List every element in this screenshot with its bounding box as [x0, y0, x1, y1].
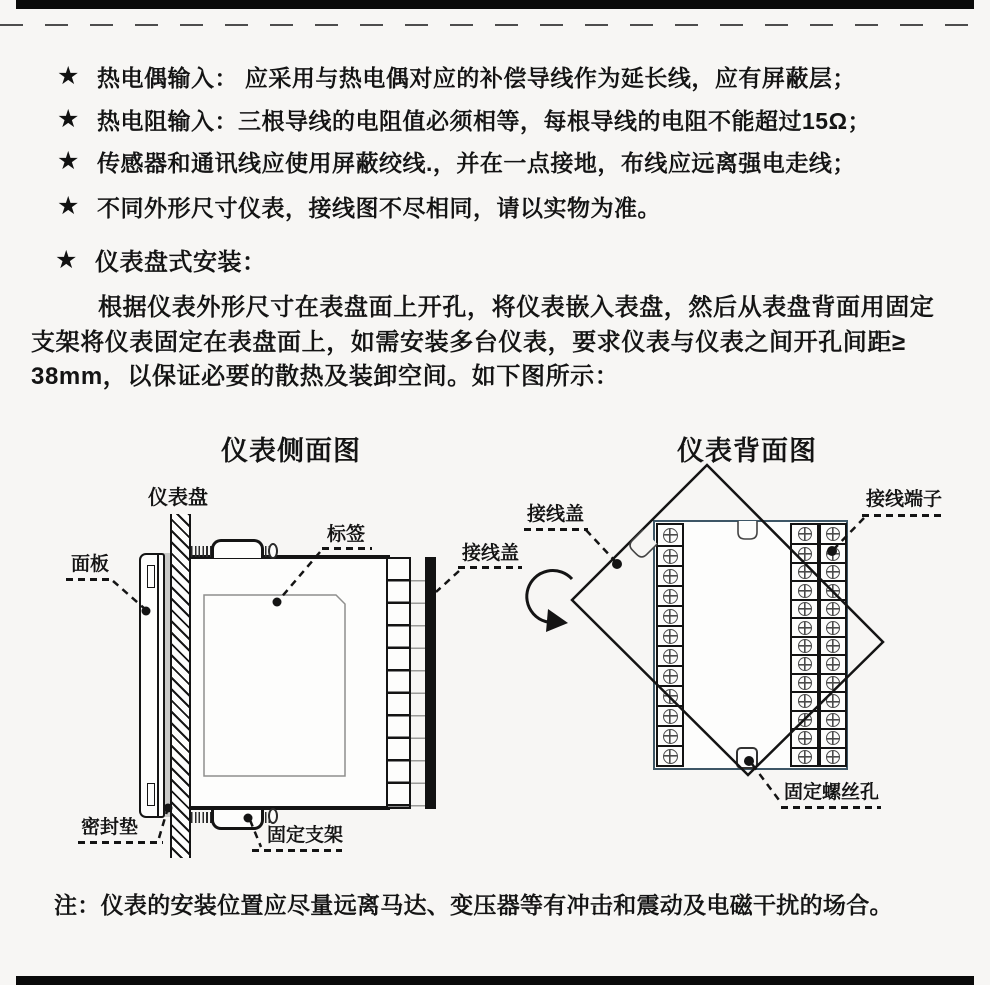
- instrument-body: [191, 555, 390, 810]
- front-panel-line: [157, 555, 159, 816]
- screw-terminal-icon: [798, 584, 812, 598]
- screw-terminal-icon: [826, 657, 840, 671]
- screw-terminal-icon: [826, 750, 840, 764]
- cover-grid-lines: [411, 559, 425, 807]
- screw-terminal-icon: [798, 676, 812, 690]
- mounting-screw-thread: [191, 546, 212, 557]
- screw-terminal-icon: [826, 602, 840, 616]
- paragraph-line: 支架将仪表固定在表盘面上，如需安装多台仪表，要求仪表与仪表之间开孔间距≥: [31, 329, 906, 356]
- screw-terminal-icon: [663, 729, 678, 744]
- screw-head: [268, 808, 278, 824]
- screw-terminal-icon: [798, 547, 812, 561]
- label-wiring-cover-side: 接线盖: [462, 543, 520, 564]
- label-underline: [524, 528, 588, 531]
- terminal-cell: [658, 665, 682, 685]
- screw-terminal-icon: [663, 549, 678, 564]
- terminal-cell: [821, 580, 845, 598]
- terminal-cell: [792, 710, 817, 728]
- section-title: 仪表盘式安装：: [95, 249, 267, 276]
- screw-terminal-icon: [826, 713, 840, 727]
- terminal-cell: [821, 617, 845, 635]
- label-sticker: 标签: [327, 524, 366, 545]
- screw-terminal-icon: [663, 569, 678, 584]
- front-panel-clip: [147, 565, 155, 588]
- label-screw-hole: 固定螺丝孔: [784, 782, 880, 803]
- terminal-cell: [658, 545, 682, 565]
- terminal-cell: [792, 673, 817, 691]
- rotation-arrowhead-icon: [546, 609, 568, 632]
- screw-terminal-icon: [826, 694, 840, 708]
- screw-terminal-icon: [798, 621, 812, 635]
- terminal-cell: [792, 599, 817, 617]
- fixing-bracket-top: [211, 539, 264, 558]
- screw-terminal-icon: [826, 731, 840, 745]
- label-underline: [862, 514, 946, 517]
- label-terminals: 接线端子: [866, 489, 943, 510]
- terminal-cell: [792, 654, 817, 672]
- front-panel-clip: [147, 783, 155, 806]
- terminal-cell: [658, 685, 682, 705]
- screw-terminal-icon: [663, 649, 678, 664]
- terminal-cell: [658, 565, 682, 585]
- screw-terminal-icon: [663, 709, 678, 724]
- screw-terminal-icon: [826, 547, 840, 561]
- terminal-cell: [792, 580, 817, 598]
- screw-terminal-icon: [798, 713, 812, 727]
- side-view-title: 仪表侧面图: [221, 436, 361, 466]
- terminal-cell: [658, 625, 682, 645]
- terminal-cell: [821, 673, 845, 691]
- terminal-cell: [821, 562, 845, 580]
- screw-terminal-icon: [663, 689, 678, 704]
- terminal-cell: [658, 745, 682, 765]
- label-panel-wall: 仪表盘: [148, 487, 208, 509]
- top-dashed-divider: [0, 24, 990, 26]
- top-crop-bar: [16, 0, 974, 9]
- terminal-cell: [821, 543, 845, 561]
- terminal-cell: [821, 599, 845, 617]
- screw-terminal-icon: [826, 565, 840, 579]
- terminal-column-right-inner: [790, 523, 819, 767]
- screw-head: [268, 543, 278, 559]
- mounting-screw-thread: [191, 812, 212, 823]
- terminal-cell: [821, 691, 845, 709]
- bottom-crop-bar: [16, 976, 974, 985]
- screw-terminal-icon: [798, 639, 812, 653]
- terminal-cell: [792, 562, 817, 580]
- fixing-screw-housing: [736, 747, 758, 769]
- terminal-cell: [821, 636, 845, 654]
- terminal-cell: [792, 543, 817, 561]
- screw-terminal-icon: [663, 609, 678, 624]
- terminal-cell: [658, 705, 682, 725]
- screw-terminal-icon: [826, 639, 840, 653]
- section-star: ★: [55, 246, 78, 274]
- paragraph-line: 根据仪表外形尺寸在表盘面上开孔，将仪表嵌入表盘，然后从表盘背面用固定: [98, 294, 935, 321]
- screw-terminal-icon: [663, 629, 678, 644]
- screw-terminal-icon: [826, 621, 840, 635]
- label-underline: [252, 849, 342, 852]
- terminal-cell: [792, 728, 817, 746]
- terminal-cell: [658, 725, 682, 745]
- terminal-cell: [658, 525, 682, 545]
- paragraph-line: 38mm，以保证必要的散热及装卸空间。如下图所示：: [31, 363, 620, 390]
- label-front-panel: 面板: [71, 554, 110, 575]
- screw-terminal-icon: [826, 527, 840, 541]
- leader-dot: [612, 559, 622, 569]
- terminal-cell: [658, 645, 682, 665]
- panel-wall-hatched: [170, 514, 191, 858]
- terminal-cell: [821, 747, 845, 765]
- bullet-star: ★: [57, 62, 80, 90]
- bullet-text-dimensions: 不同外形尺寸仪表，接线图不尽相同，请以实物为准。: [97, 195, 661, 221]
- terminal-cell: [792, 617, 817, 635]
- terminal-cell: [821, 728, 845, 746]
- screw-terminal-icon: [663, 749, 678, 764]
- back-view-title: 仪表背面图: [677, 436, 817, 466]
- rotation-arrow-arc: [527, 571, 572, 623]
- terminal-cell: [821, 525, 845, 543]
- screw-terminal-icon: [663, 589, 678, 604]
- bullet-text-sensor-wiring: 传感器和通讯线应使用屏蔽绞线.，并在一点接地，布线应远离强电走线；: [97, 150, 856, 176]
- front-panel: [139, 553, 165, 818]
- terminal-cell: [792, 691, 817, 709]
- label-wiring-cover-back: 接线盖: [527, 504, 585, 525]
- fixing-bracket-bottom: [211, 810, 264, 830]
- terminal-cell: [658, 585, 682, 605]
- bullet-star: ★: [57, 105, 80, 133]
- terminal-ladder: [386, 557, 411, 809]
- screw-terminal-icon: [798, 750, 812, 764]
- terminal-cell: [821, 654, 845, 672]
- terminal-cell: [821, 710, 845, 728]
- wiring-cover-bar: [425, 557, 436, 809]
- terminal-cell: [658, 605, 682, 625]
- screw-terminal-icon: [663, 669, 678, 684]
- label-underline: [781, 806, 881, 809]
- label-underline: [78, 841, 163, 844]
- label-gasket: 密封垫: [81, 817, 139, 838]
- screw-terminal-icon: [798, 694, 812, 708]
- screw-terminal-icon: [798, 731, 812, 745]
- screw-terminal-icon: [826, 676, 840, 690]
- screw-terminal-icon: [798, 527, 812, 541]
- bullet-text-rtd: 热电阻输入：三根导线的电阻值必须相等，每根导线的电阻不能超过15Ω；: [97, 108, 872, 134]
- leader-wiring-cover-back: [586, 530, 615, 561]
- terminal-column-left: [656, 523, 684, 767]
- screw-terminal-icon: [798, 565, 812, 579]
- installation-note: 注：仪表的安装位置应尽量远离马达、变压器等有冲击和震动及电磁干扰的场合。: [54, 892, 893, 918]
- label-underline: [458, 566, 522, 569]
- label-underline: [66, 578, 114, 581]
- screw-terminal-icon: [798, 657, 812, 671]
- label-underline: [322, 547, 372, 550]
- bullet-star: ★: [57, 147, 80, 175]
- bullet-text-thermocouple: 热电偶输入： 应采用与热电偶对应的补偿导线作为延长线，应有屏蔽层；: [97, 65, 856, 91]
- terminal-cell: [792, 636, 817, 654]
- leader-wiring-cover-side: [436, 571, 459, 592]
- terminal-column-right-outer: [819, 523, 847, 767]
- screw-terminal-icon: [798, 602, 812, 616]
- screw-terminal-icon: [663, 528, 678, 543]
- terminal-cell: [792, 747, 817, 765]
- screw-terminal-icon: [826, 584, 840, 598]
- terminal-cell: [792, 525, 817, 543]
- label-bracket: 固定支架: [267, 825, 344, 846]
- bullet-star: ★: [57, 192, 80, 220]
